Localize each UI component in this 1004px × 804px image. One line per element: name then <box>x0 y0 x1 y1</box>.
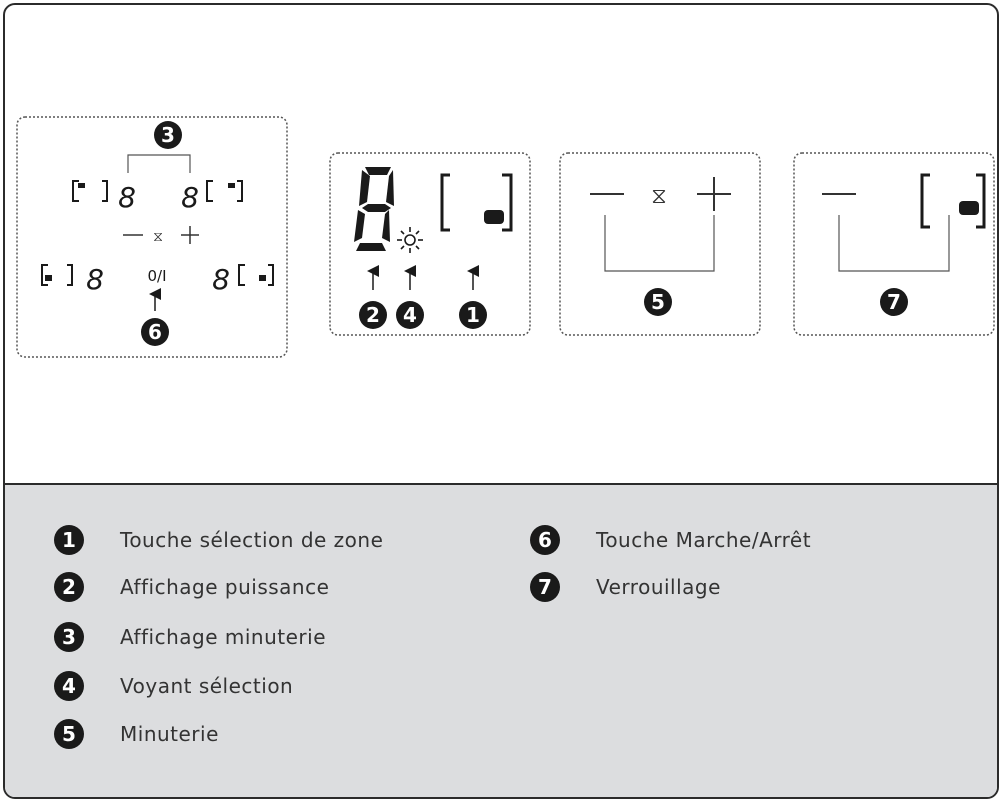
svg-text:2: 2 <box>366 303 380 327</box>
legend-number: 1 <box>54 525 84 555</box>
zone-select-key[interactable] <box>442 175 511 230</box>
legend-label: Voyant sélection <box>120 674 294 698</box>
legend-number: 6 <box>530 525 560 555</box>
seven-segment-display: 8 <box>86 263 104 296</box>
svg-text:7: 7 <box>887 290 901 314</box>
svg-text:6: 6 <box>148 320 162 344</box>
callout-1 <box>459 301 487 329</box>
legend-label: Affichage puissance <box>120 575 330 599</box>
callout-5 <box>644 288 672 316</box>
svg-text:4: 4 <box>403 303 417 327</box>
legend-item-timer <box>54 717 219 751</box>
legend-label: Verrouillage <box>596 575 721 599</box>
timer-keys-bracket <box>605 215 714 271</box>
callout-6 <box>141 318 169 346</box>
plus-icon[interactable] <box>181 226 199 244</box>
legend-item-lock <box>530 570 721 604</box>
zone-key-bottom-left[interactable] <box>42 265 72 285</box>
seven-segment-display: 8 <box>118 181 136 214</box>
panel-zone-detail <box>330 153 530 335</box>
svg-text:1: 1 <box>466 303 480 327</box>
hourglass-icon: ⧖ <box>651 184 667 209</box>
legend-number: 7 <box>530 572 560 602</box>
legend-label: Touche Marche/Arrêt <box>596 528 812 552</box>
svg-text:5: 5 <box>651 290 665 314</box>
legend-number: 2 <box>54 572 84 602</box>
legend-item-zone-select <box>54 523 383 557</box>
legend-number: 3 <box>54 622 84 652</box>
legend-number: 4 <box>54 671 84 701</box>
callout-4 <box>396 301 424 329</box>
legend-item-on-off <box>530 523 811 557</box>
legend-item-selection-light <box>54 669 293 703</box>
seven-segment-display: 8 <box>181 181 199 214</box>
timer-display-bracket <box>128 155 190 173</box>
legend-item-power-display <box>54 570 329 604</box>
seven-segment-display: 8 <box>212 263 230 296</box>
panel-lock <box>794 153 994 335</box>
power-display <box>354 167 394 251</box>
legend-item-timer-display <box>54 620 326 654</box>
legend-number: 5 <box>54 719 84 749</box>
svg-text:3: 3 <box>161 123 175 147</box>
zone-key-bottom-right[interactable] <box>239 265 273 285</box>
callout-7 <box>880 288 908 316</box>
zone-key-top-right[interactable] <box>207 181 242 201</box>
plus-icon[interactable] <box>697 177 731 211</box>
legend-label: Minuterie <box>120 722 219 746</box>
legend-label: Affichage minuterie <box>120 625 327 649</box>
legend-label: Touche sélection de zone <box>120 528 384 552</box>
legend <box>5 483 999 799</box>
control-panel-frame <box>3 3 999 799</box>
on-off-key[interactable]: 0/I <box>147 267 167 285</box>
panel-timer <box>560 153 760 335</box>
lock-keys-bracket <box>839 215 949 271</box>
lock-key[interactable] <box>922 175 984 227</box>
hourglass-icon: ⧖ <box>153 229 163 245</box>
panel-overview <box>17 117 287 357</box>
control-panel-diagram <box>5 5 999 483</box>
zone-key-top-left[interactable] <box>73 181 107 201</box>
selection-light-icon <box>397 227 423 253</box>
callout-3 <box>154 121 182 149</box>
callout-2 <box>359 301 387 329</box>
